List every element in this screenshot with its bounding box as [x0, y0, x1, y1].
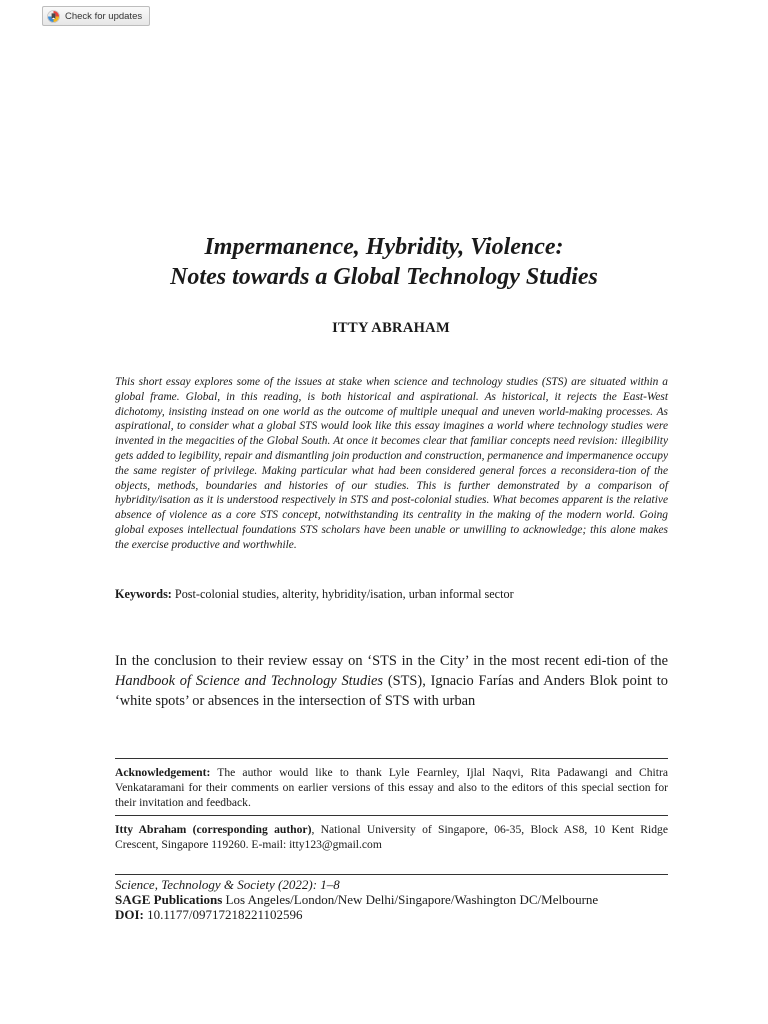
book-title: Handbook of Science and Technology Studies: [115, 673, 384, 690]
keywords: [115, 587, 668, 602]
keywords-label: Keywords:: [115, 587, 172, 601]
acknowledgement-label: Acknowledgement:: [115, 766, 211, 779]
check-for-updates-label: Check for updates: [65, 10, 143, 22]
journal-citation: Science, Technology & Society (2022): 1–8: [115, 877, 340, 892]
footnote-divider: [115, 815, 668, 816]
author-name: ITTY ABRAHAM: [332, 320, 450, 336]
journal-info: [115, 877, 668, 923]
check-for-updates-button[interactable]: [42, 6, 150, 26]
body-paragraph: [115, 651, 668, 712]
title-line-2: Notes towards a Global Technology Studies: [170, 264, 598, 290]
body-text-before: In the conclusion to their review essay on ‘STS in the City’ in the most recent edi-tion of the: [115, 653, 668, 669]
crossmark-icon: [47, 10, 60, 23]
body-text-after: (STS), Ignacio Farías and Anders Blok point to ‘white spots’ or absences in the intersection of STS with urban: [115, 673, 668, 710]
keywords-text: Post-colonial studies, alterity, hybridity/isation, urban informal sector: [174, 587, 514, 601]
doi-link[interactable]: 10.1177/09717218221102596: [147, 907, 303, 923]
publisher-places: Los Angeles/London/New Delhi/Singapore/Washington DC/Melbourne: [225, 892, 599, 908]
correspondence-text: , National University of Singapore, 06-35, Block AS8, 10 Kent Ridge Crescent, Singapore 119260. E-mail: itty123@gmail.com: [115, 823, 668, 851]
abstract: This short essay explores some of the issues at stake when science and technology studies (STS) are situated within a global frame. Global, in this reading, is both historical and aspirational. As historical, it rejects the East-West dichotomy, insisting instead on one world as the outcome of multiple unequal and uneven world-making processes. As aspirational, to consider what a global STS would look like this essay imagines a world where technology studies were invented in the megacities of the Global South. At once it becomes clear that familiar concepts need revision: illegibility gets added to legibility, repair and dismantling join production and construction, permanence and impermanence occupy the same register of privilege. Making particular what had been considered general forces a reconsidera-tion of the objects, methods, boundaries and histories of our studies. This is further demonstrated by a comparison of hybridity/isation as it is understood respectively in STS and post-colonial studies. What becomes apparent is the relative absence of violence as a core STS concept, notwithstanding its centrality in the making of the modern world. Going global exposes intellectual foundations STS scholars have been unable or unwilling to acknowledge; this alone makes the exercise productive and worthwhile.: [115, 376, 668, 551]
correspondence-label: Itty Abraham (corresponding author): [115, 823, 312, 836]
doi-label: DOI:: [115, 907, 144, 923]
article-title: [0, 232, 768, 292]
acknowledgement-note: [115, 765, 668, 810]
publisher-label: SAGE Publications: [115, 892, 223, 908]
correspondence-note: [115, 822, 668, 852]
acknowledgement-text: The author would like to thank Lyle Fearnley, Ijlal Naqvi, Rita Padawangi and Chitra Venkataramani for their comments on earlier versions of this essay and also to the editors of this special section for their invitation and feedback.: [115, 766, 668, 809]
title-line-1: Impermanence, Hybridity, Violence:: [204, 234, 564, 260]
footnote-divider: [115, 758, 668, 759]
journal-divider: [115, 874, 668, 875]
